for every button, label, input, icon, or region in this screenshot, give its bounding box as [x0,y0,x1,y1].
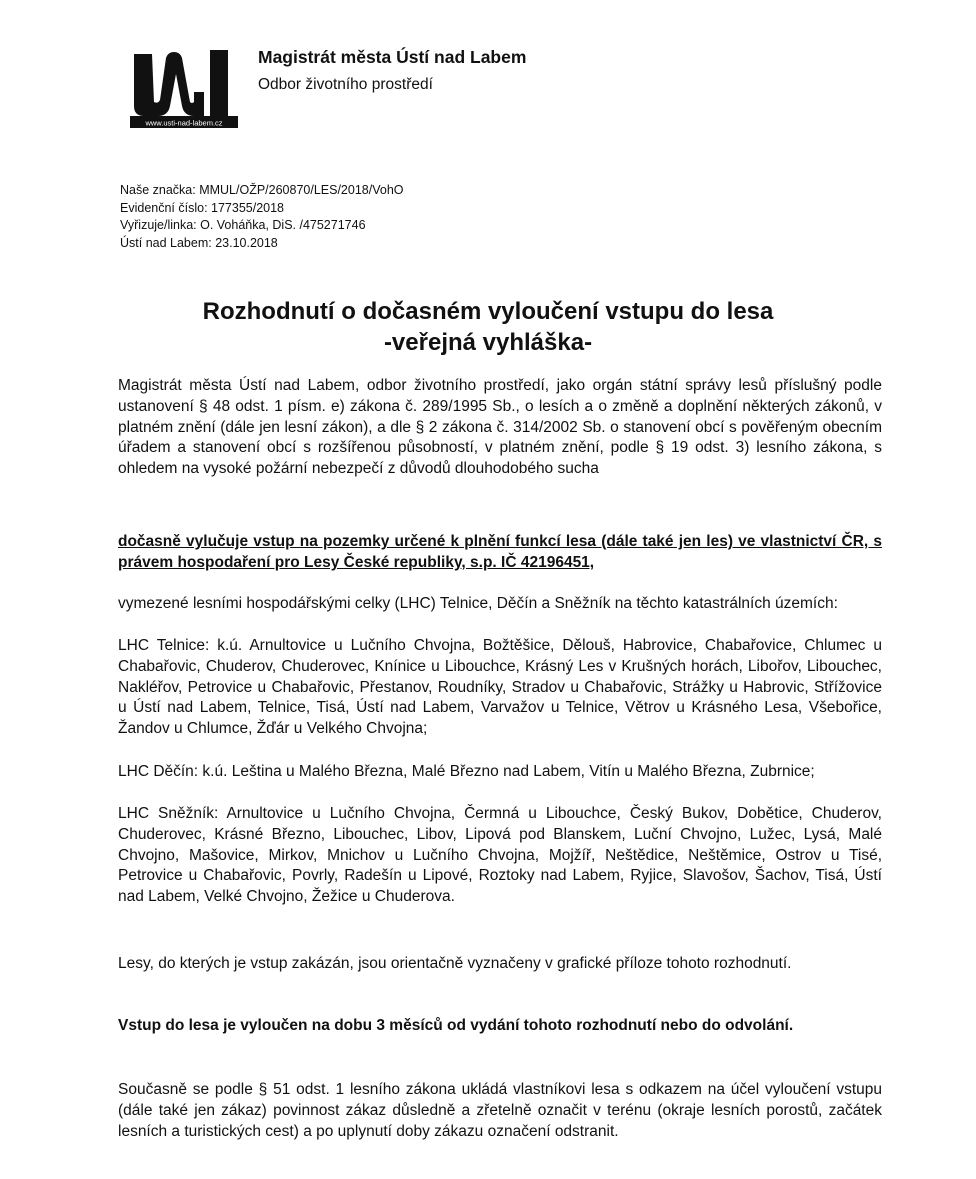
map-note: Lesy, do kterých je vstup zakázán, jsou orientačně vyznačeny v grafické příloze tohoto rozhodnutí. [118,955,792,972]
city-logo-mark [130,44,238,130]
place-date: Ústí nad Labem: 23.10.2018 [120,235,278,250]
lhc-sneznik-list: LHC Sněžník: Arnultovice u Lučního Chvojna, Čermná u Libouchce, Český Bukov, Dobětice, Chuderov, Chuderovec, Krásné Březno, Libouchec, Libov, Lipová pod Blanskem, Luční Chvojno, Lužec, Lysá, Malé Chvojno, Mašovice, Mirkov, Mnichov u Lučního Chvojna, Mojžíř, Neštědice, Neštěmice, Ostrov u Tisé, Petrovice u Chabařovic, Povrly, Radešín u Lipové, Roztoky nad Labem, Ryjice, Slavošov, Šachov, Tisá, Ústí nad Labem, Velké Chvojno, Žežice u Chuderova. [118,805,882,906]
intro-paragraph: Magistrát města Ústí nad Labem, odbor životního prostředí, jako orgán státní správy lesů příslušný podle ustanovení § 48 odst. 1 písm. e) zákona č. 289/1995 Sb., o lesích a o změně a doplnění některých zákonů, v platném znění (dále jen lesní zákon), a dle § 2 zákona č. 314/2002 Sb. o stanovení obcí s pověřeným obecním úřadem a stanovení obcí s rozšířenou působností, v platném znění, podle § 19 odst. 3) lesního zákona, s ohledem na vysoké požární nebezpečí z důvodů dlouhodobého sucha [118,377,882,478]
city-logo [130,44,238,130]
title-line-2: -veřejná vyhláška- [383,329,593,356]
reference-number: Naše značka: MMUL/OŽP/260870/LES/2018/VohO [120,183,404,197]
areas-intro: vymezené lesními hospodářskými celky (LHC) Telnice, Děčín a Sněžník na těchto katastrálních územích: [118,595,838,612]
decision-statement: dočasně vylučuje vstup na pozemky určené k plnění funkcí lesa (dále také jen les) ve vlastnictví ČR, s právem hospodaření pro Lesy České republiky, s.p. IČ 42196451, [118,533,882,571]
document-title [0,296,976,358]
org-header [258,46,526,96]
org-name: Magistrát města Ústí nad Labem [258,47,527,67]
duration-statement: Vstup do lesa je vyloučen na dobu 3 měsíců od vydání tohoto rozhodnutí nebo do odvolání. [118,1017,794,1034]
reference-block [120,182,404,252]
marking-obligation: Současně se podle § 51 odst. 1 lesního zákona ukládá vlastníkovi lesa s odkazem na účel vyloučení vstupu (dále také jen zákaz) povinnost zákaz důsledně a zřetelně označit v terénu (okraje lesních porostů, začátek lesních a turistických cest) a po uplynutí doby zákazu označení odstranit. [118,1081,882,1140]
record-number: Evidenční číslo: 177355/2018 [120,200,285,215]
title-line-1: Rozhodnutí o dočasném vyloučení vstupu do lesa [202,298,774,325]
lhc-decin-list: LHC Děčín: k.ú. Leština u Malého Března, Malé Březno nad Labem, Vitín u Malého Března, Zubrnice; [118,763,815,780]
handler-contact: Vyřizuje/linka: O. Voháňka, DiS. /475271746 [120,218,366,232]
lhc-telnice-list: LHC Telnice: k.ú. Arnultovice u Lučního Chvojna, Božtěšice, Dělouš, Habrovice, Chabařovice, Chlumec u Chabařovic, Chuderov, Chuderovec, Knínice u Libouchce, Krásný Les v Krušných horách, Libořov, Libouchec, Nakléřov, Petrovice u Chabařovic, Přestanov, Roudníky, Stradov u Chabařovic, Strážky u Habrovic, Střížovice u Ústí nad Labem, Telnice, Tisá, Ústí nad Labem, Varvažov u Telnice, Větrov u Krásného Lesa, Všebořice, Žandov u Chlumce, Žďár u Velkého Chvojna; [118,637,882,738]
logo-url-text: www.usti-nad-labem.cz [145,118,223,128]
org-department: Odbor životního prostředí [258,76,433,93]
